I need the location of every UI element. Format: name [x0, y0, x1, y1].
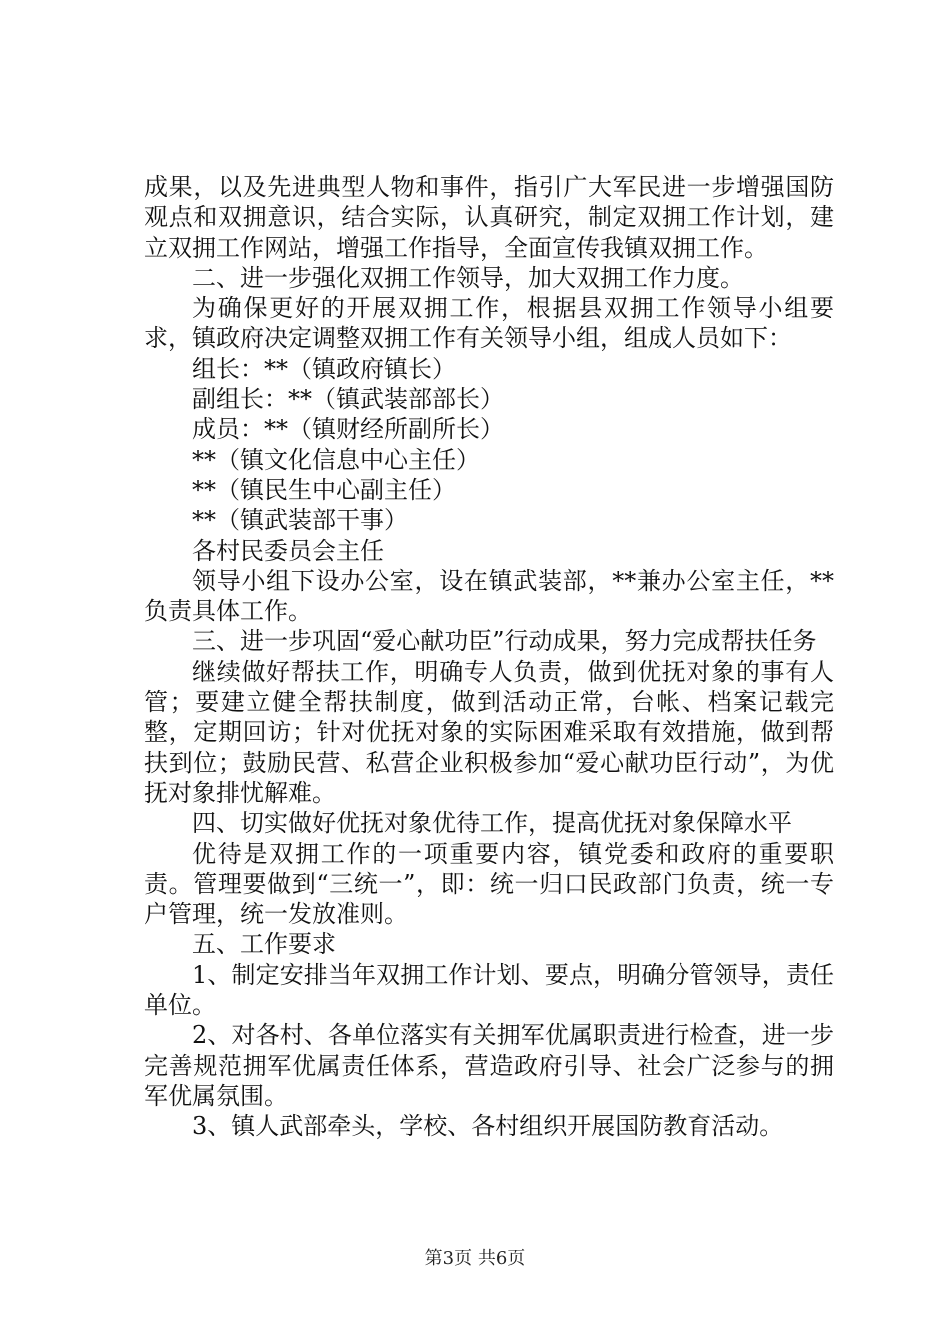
section-heading-3: 三、进一步巩固“爱心献功臣”行动成果，努力完成帮扶任务 — [192, 627, 817, 656]
document-body — [144, 172, 834, 1142]
requirement-1: 1、制定安排当年双拥工作计划、要点，明确分管领导，责任单位。 — [144, 960, 834, 1020]
member-leader: 组长：**（镇政府镇长） — [192, 354, 456, 383]
section-heading-2: 二、进一步强化双拥工作领导，加大双拥工作力度。 — [192, 263, 744, 292]
member-culture-center: **（镇文化信息中心主任） — [192, 445, 480, 474]
section-heading-4: 四、切实做好优抚对象优待工作，提高优抚对象保障水平 — [192, 809, 792, 838]
paragraph-leadership-group: 为确保更好的开展双拥工作，根据县双拥工作领导小组要求，镇政府决定调整双拥工作有关领导小组，组成人员如下： — [144, 294, 834, 353]
paragraph-office: 领导小组下设办公室，设在镇武装部，**兼办公室主任，**负责具体工作。 — [144, 566, 834, 626]
requirement-2: 2、对各村、各单位落实有关拥军优属职责进行检查，进一步完善规范拥军优属责任体系，营造政府引导、社会广泛参与的拥军优属氛围。 — [144, 1021, 834, 1110]
member-deputy-leader: 副组长：**（镇武装部部长） — [192, 385, 504, 414]
member-finance: 成员：**（镇财经所副所长） — [192, 415, 504, 444]
member-armed-dept: **（镇武装部干事） — [192, 506, 408, 535]
member-livelihood-center: **（镇民生中心副主任） — [192, 475, 456, 504]
requirement-3: 3、镇人武部牵头，学校、各村组织开展国防教育活动。 — [192, 1112, 784, 1141]
section-heading-5: 五、工作要求 — [192, 930, 336, 959]
member-village-committees: 各村民委员会主任 — [192, 536, 384, 565]
paragraph-preferential: 优待是双拥工作的一项重要内容，镇党委和政府的重要职责。管理要做到“三统一”，即：统一归口民政部门负责，统一专户管理，统一发放准则。 — [144, 839, 834, 929]
paragraph-continuation: 成果，以及先进典型人物和事件，指引广大军民进一步增强国防观点和双拥意识，结合实际，认真研究，制定双拥工作计划，建立双拥工作网站，增强工作指导，全面宣传我镇双拥工作。 — [144, 173, 834, 262]
paragraph-assistance: 继续做好帮扶工作，明确专人负责，做到优抚对象的事有人管；要建立健全帮扶制度，做到活动正常，台帐、档案记载完整，定期回访；针对优抚对象的实际困难采取有效措施，做到帮扶到位；鼓励民营、私营企业积极参加“爱心献功臣行动”，为优抚对象排忧解难。 — [144, 657, 834, 807]
page-footer: 第3页 共6页 — [424, 1248, 526, 1269]
